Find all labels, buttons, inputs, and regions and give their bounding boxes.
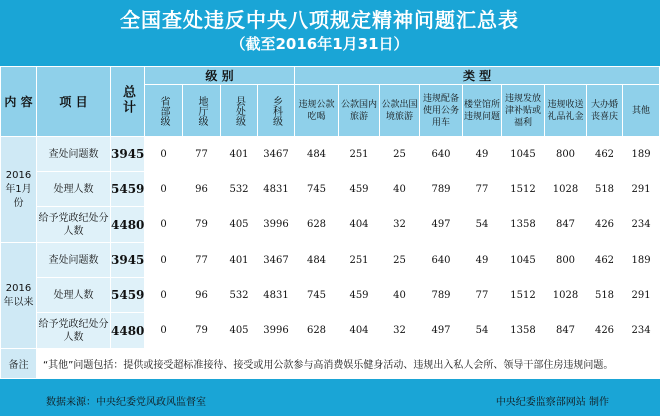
row-total: 5459 (111, 172, 145, 207)
type-value: 25 (380, 137, 420, 172)
row-item-label: 给予党政纪处分人数 (37, 313, 111, 349)
level-header: 省部级 (145, 85, 183, 137)
period-label: 2016年1月份 (1, 137, 37, 243)
level-value: 77 (183, 137, 221, 172)
table-row (1, 243, 660, 278)
level-value: 532 (221, 172, 258, 207)
type-header: 公款国内旅游 (339, 85, 380, 137)
type-header: 违规收送礼品礼金 (545, 85, 587, 137)
table-row (1, 278, 660, 313)
type-value: 789 (420, 278, 463, 313)
level-value: 4831 (258, 172, 295, 207)
type-value: 1512 (502, 278, 545, 313)
type-value: 40 (380, 172, 420, 207)
type-value: 518 (587, 172, 623, 207)
level-header: 地厅级 (183, 85, 221, 137)
note-row (1, 349, 660, 379)
type-value: 462 (587, 243, 623, 278)
type-value: 789 (420, 172, 463, 207)
row-item-label: 给予党政纪处分人数 (37, 207, 111, 243)
type-value: 251 (339, 243, 380, 278)
report-header (0, 0, 639, 66)
type-value: 518 (587, 278, 623, 313)
type-value: 497 (420, 207, 463, 243)
note-label: 备注 (1, 349, 37, 379)
page-subtitle: （截至2016年1月31日） (230, 35, 409, 53)
type-value: 459 (339, 278, 380, 313)
type-group-header: 类 型 (295, 67, 660, 85)
type-value: 189 (623, 243, 660, 278)
type-value: 1028 (545, 278, 587, 313)
type-value: 54 (463, 207, 502, 243)
type-value: 251 (339, 137, 380, 172)
type-value: 234 (623, 313, 660, 349)
level-value: 0 (145, 137, 183, 172)
period-label: 2016年以来 (1, 243, 37, 349)
row-total: 4480 (111, 313, 145, 349)
type-value: 628 (295, 313, 339, 349)
table-row (1, 137, 660, 172)
type-value: 497 (420, 313, 463, 349)
type-header: 其他 (623, 85, 660, 137)
data-source: 数据来源：中央纪委党风政风监督室 (46, 397, 206, 408)
level-value: 96 (183, 278, 221, 313)
item-header: 项 目 (37, 67, 111, 137)
type-value: 426 (587, 207, 623, 243)
type-value: 1028 (545, 172, 587, 207)
type-value: 77 (463, 172, 502, 207)
level-value: 401 (221, 137, 258, 172)
type-value: 484 (295, 243, 339, 278)
table-row (1, 313, 660, 349)
type-value: 426 (587, 313, 623, 349)
type-value: 32 (380, 313, 420, 349)
row-total: 4480 (111, 207, 145, 243)
type-value: 234 (623, 207, 660, 243)
row-total: 3945 (111, 137, 145, 172)
level-value: 79 (183, 313, 221, 349)
type-value: 745 (295, 172, 339, 207)
level-value: 0 (145, 243, 183, 278)
type-value: 847 (545, 313, 587, 349)
type-value: 628 (295, 207, 339, 243)
level-value: 0 (145, 207, 183, 243)
level-group-header: 级 别 (145, 67, 295, 85)
type-header: 大办婚丧喜庆 (587, 85, 623, 137)
type-value: 1512 (502, 172, 545, 207)
type-value: 800 (545, 243, 587, 278)
level-value: 0 (145, 313, 183, 349)
type-value: 1358 (502, 313, 545, 349)
level-value: 0 (145, 278, 183, 313)
row-item-label: 处理人数 (37, 278, 111, 313)
note-text: “其他”问题包括：提供或接受超标准接待、接受或用公款参与高消费娱乐健身活动、违规出入私人会所、领导干部住房违规问题。 (37, 349, 660, 379)
level-value: 3467 (258, 243, 295, 278)
type-header: 违规配备使用公务用车 (420, 85, 463, 137)
level-header: 乡科级 (258, 85, 295, 137)
producer-credit: 中央纪委监察部网站 制作 (495, 397, 609, 408)
type-value: 291 (623, 278, 660, 313)
page-title: 全国查处违反中央八项规定精神问题汇总表 (120, 8, 519, 32)
level-value: 96 (183, 172, 221, 207)
type-value: 459 (339, 172, 380, 207)
level-value: 4831 (258, 278, 295, 313)
type-value: 189 (623, 137, 660, 172)
type-header: 违规公款吃喝 (295, 85, 339, 137)
type-value: 40 (380, 278, 420, 313)
level-value: 79 (183, 207, 221, 243)
row-item-label: 查处问题数 (37, 137, 111, 172)
type-header: 楼堂馆所违规问题 (463, 85, 502, 137)
type-value: 847 (545, 207, 587, 243)
level-value: 77 (183, 243, 221, 278)
type-value: 484 (295, 137, 339, 172)
type-header: 违规发放津补贴或福利 (502, 85, 545, 137)
type-value: 404 (339, 207, 380, 243)
type-value: 49 (463, 243, 502, 278)
level-value: 405 (221, 207, 258, 243)
level-value: 0 (145, 172, 183, 207)
type-value: 1045 (502, 137, 545, 172)
row-total: 5459 (111, 278, 145, 313)
level-value: 3467 (258, 137, 295, 172)
level-value: 3996 (258, 313, 295, 349)
table-row (1, 207, 660, 243)
table-row (1, 172, 660, 207)
type-value: 25 (380, 243, 420, 278)
type-value: 462 (587, 137, 623, 172)
type-value: 1045 (502, 243, 545, 278)
type-value: 640 (420, 137, 463, 172)
level-value: 532 (221, 278, 258, 313)
level-value: 3996 (258, 207, 295, 243)
type-value: 49 (463, 137, 502, 172)
level-value: 401 (221, 243, 258, 278)
type-value: 745 (295, 278, 339, 313)
row-item-label: 查处问题数 (37, 243, 111, 278)
level-header: 县处级 (221, 85, 258, 137)
summary-table (0, 66, 660, 379)
type-header: 公款出国境旅游 (380, 85, 420, 137)
type-value: 640 (420, 243, 463, 278)
content-header: 内 容 (1, 67, 37, 137)
type-value: 800 (545, 137, 587, 172)
level-value: 405 (221, 313, 258, 349)
type-value: 291 (623, 172, 660, 207)
footer (0, 390, 639, 416)
type-value: 77 (463, 278, 502, 313)
total-header: 总计 (111, 67, 145, 137)
row-total: 3945 (111, 243, 145, 278)
type-value: 404 (339, 313, 380, 349)
type-value: 54 (463, 313, 502, 349)
type-value: 1358 (502, 207, 545, 243)
row-item-label: 处理人数 (37, 172, 111, 207)
type-value: 32 (380, 207, 420, 243)
